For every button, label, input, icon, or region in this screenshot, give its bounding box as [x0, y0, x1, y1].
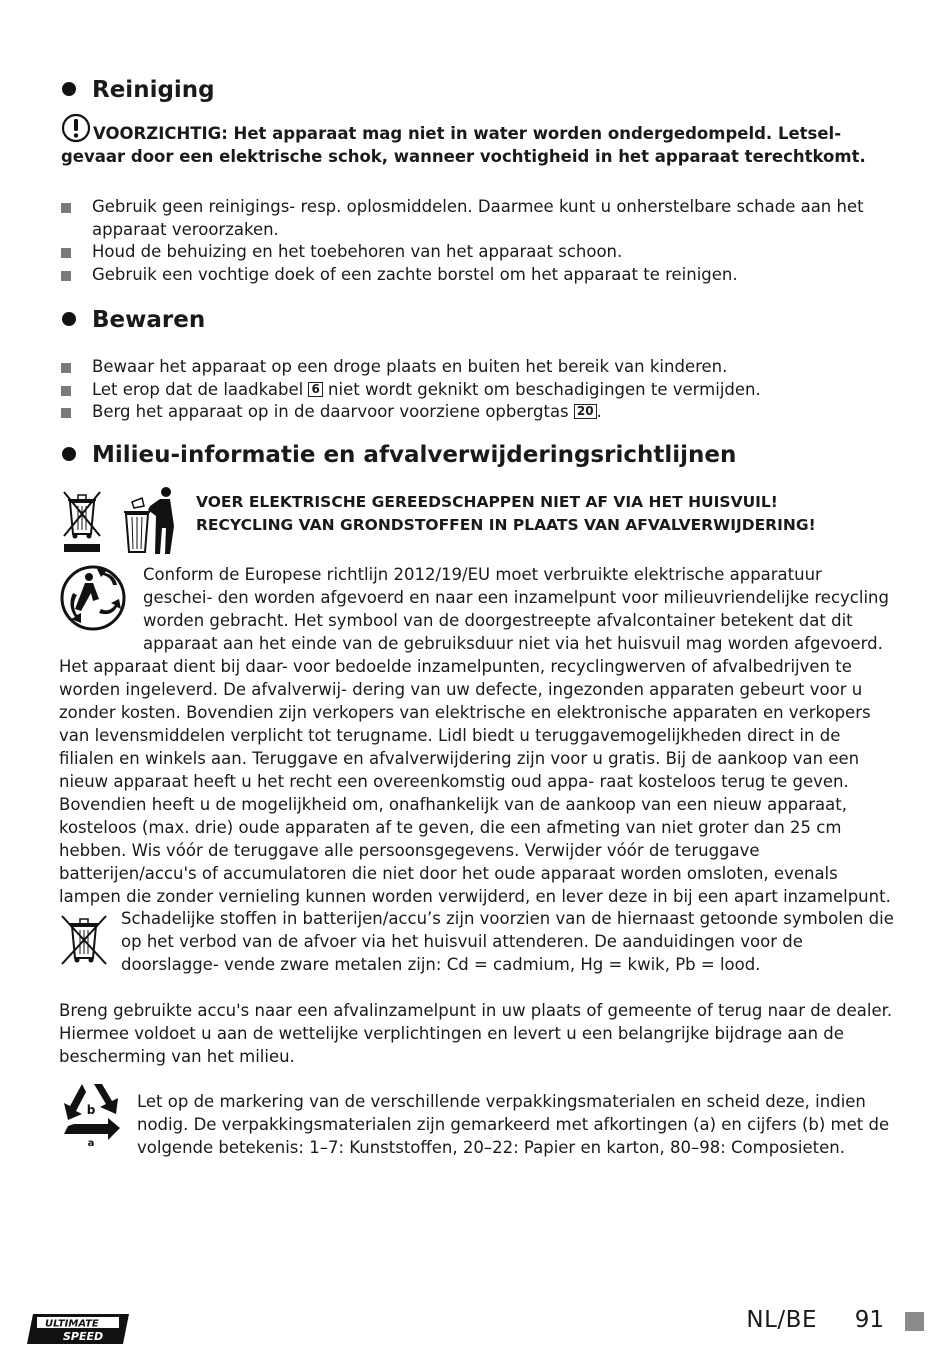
- battery-paragraph: Schadelijke stoffen in batterijen/accu’s zijn voorzien van de hiernaast getoonde symbolen die op het verbod van de afvoer via het huisvuil attenderen. De aanduidingen voor de doorslagge- vende zware metalen zijn: Cd = cadmium, Hg = kwik, Pb = lood.: [121, 909, 894, 974]
- svg-text:SPEED: SPEED: [63, 1330, 104, 1343]
- accu-paragraph: Breng gebruikte accu's naar een afvalinzamelpunt in uw plaats of gemeente of terug naar de dealer. Hiermee voldoet u aan de wettelijke verplichtingen en levert u een belangrijke bijdrage aan de bescherming van het milieu.: [59, 1001, 893, 1066]
- tidy-man-icon: [120, 486, 182, 556]
- heading-bewaren: Bewaren: [92, 306, 205, 334]
- bullet-icon: [62, 82, 76, 96]
- list-item: Gebruik een vochtige doek of een zachte borstel om het apparaat te reinigen.: [61, 264, 882, 287]
- list-item: Bewaar het apparaat op een droge plaats en buiten het bereik van kinderen.: [61, 356, 882, 379]
- list-item: Berg het apparaat op in de daarvoor voorziene opbergtas 20 .: [61, 401, 882, 424]
- page-marker: [905, 1312, 924, 1331]
- warning-block: VOORZICHTIG: Het apparaat mag niet in water worden ondergedompeld. Letsel- gevaar door een elektrische schok, wanneer vochtigheid in het apparaat terechtkomt.: [61, 113, 901, 168]
- recycle-triangle-icon: [60, 1078, 122, 1148]
- caution-icon: [61, 113, 91, 143]
- ultimate-speed-logo: [27, 1314, 129, 1344]
- reference-6: 6: [308, 382, 322, 397]
- reference-20: 20: [574, 404, 597, 419]
- crossed-bin-icon: [58, 486, 106, 556]
- packaging-paragraph: Let op de markering van de verschillende verpakkingsmaterialen en scheid deze, indien nodig. De verpakkingsmaterialen zijn gemarkeerd met afkortingen (a) en cijfers (b) met de volgende betekenis: 1–7: Kunststoffen, 20–22: Papier en karton, 80–98: Composieten.: [137, 1092, 890, 1157]
- list-item: Houd de behuizing en het toebehoren van het apparaat schoon.: [61, 241, 882, 264]
- recycle-circle-icon: [59, 563, 143, 633]
- recycle-label-a: a: [87, 1138, 95, 1148]
- page-number: 91: [854, 1307, 884, 1333]
- bullet-icon: [62, 447, 76, 461]
- storage-list: [61, 356, 882, 424]
- recycle-label-b: b: [86, 1103, 96, 1117]
- warning-headline: VOER ELEKTRISCHE GEREEDSCHAPPEN NIET AF VIA HET HUISVUIL! RECYCLING VAN GRONDSTOFFEN IN PLAATS VAN AFVALVERWIJDERING!: [196, 493, 816, 534]
- brand-logo: [27, 1314, 129, 1344]
- list-item: Gebruik geen reinigings- resp. oplosmiddelen. Daarmee kunt u onherstelbare schade aan het apparaat veroorzaken.: [61, 196, 882, 241]
- heading-milieu: Milieu-informatie en afvalverwijderingsrichtlijnen: [92, 441, 736, 469]
- language-code: NL/BE: [746, 1307, 817, 1333]
- weee-paragraph: Conform de Europese richtlijn 2012/19/EU moet verbruikte elektrische apparatuur geschei- den worden afgevoerd en naar een inzamelpunt voor milieuvriendelijke recycling worden gebracht. Het symbool van de doorgestreepte afvalcontainer betekent dat dit apparaat aan het einde van de gebruiksduur niet via het huisvuil mag worden afgevoerd. Het apparaat dient bij daar- voor bedoelde inzamelpunten, recyclingwerven of afvalbedrijven te worden ingeleverd. De afvalverwij- dering van uw defecte, ingezonden apparaten gebeurt voor u zonder kosten. Bovendien zijn verkopers van elektrische en elektronische apparaten en verkopers van levensmiddelen verplicht tot terugname. Lidl biedt u teruggavemogelijkheden direct in de filialen en winkels aan. Teruggave en afvalverwijdering zijn voor u gratis. Bij de aankoop van een nieuw apparaat heeft u het recht een overeenkomstig oud appa- raat kosteloos terug te geven. Bovendien heeft u de mogelijkheid om, onafhankelijk van de aankoop van een nieuw apparaat, kosteloos (max. drie) oude apparaten af te geven, die een afmeting van niet groter dan 25 cm hebben. Wis vóór de teruggave alle persoonsgegevens. Verwijder vóór de teruggave batterijen/accu's of accumulatoren die niet door het oude apparaat worden omsloten, evenals lampen die zonder vernieling kunnen worden verwijderd, en lever deze in bij een apart inzamelpunt.: [59, 565, 891, 906]
- heading-reiniging: Reiniging: [92, 76, 215, 104]
- battery-crossed-bin-icon: [58, 912, 110, 968]
- bullet-icon: [62, 312, 76, 326]
- list-item: Let erop dat de laadkabel 6 niet wordt geknikt om beschadigingen te vermijden.: [61, 379, 882, 402]
- svg-text:ULTIMATE: ULTIMATE: [45, 1318, 99, 1330]
- cleaning-list: [61, 196, 882, 286]
